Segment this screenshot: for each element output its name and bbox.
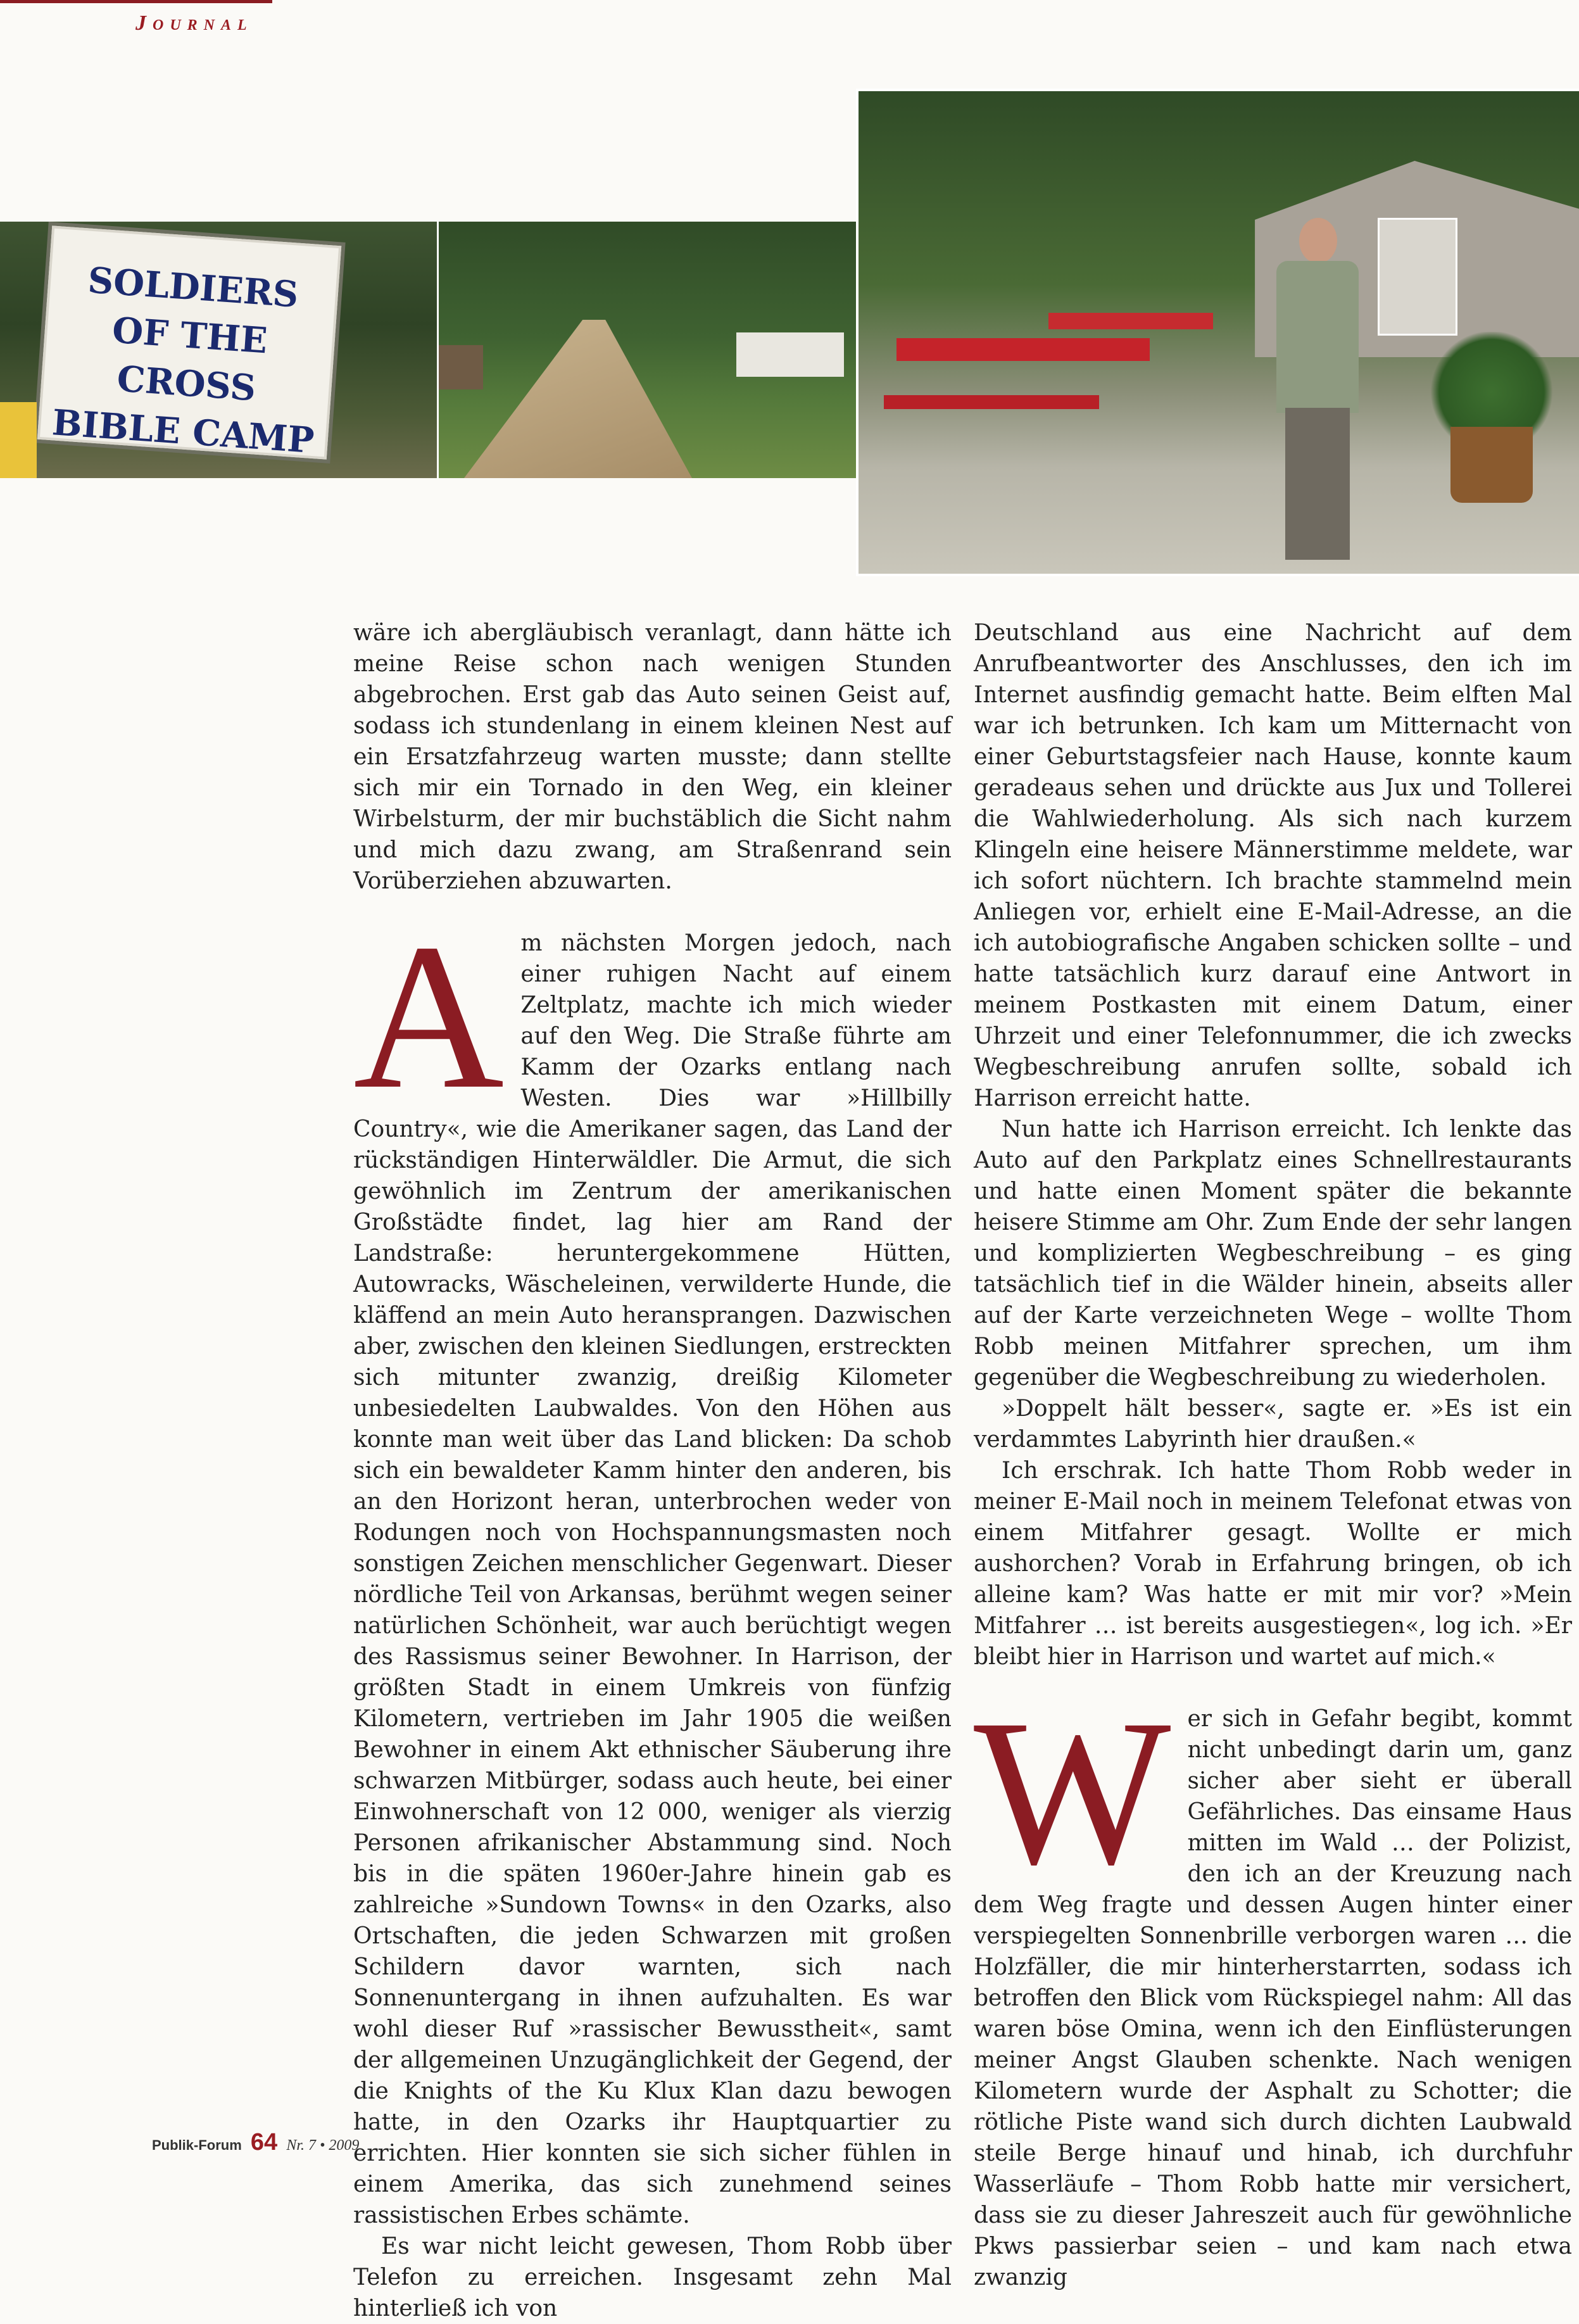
yellow-sign-fragment xyxy=(0,402,37,478)
distant-building xyxy=(736,332,844,377)
camp-sign-text: SOLDIERS OF THE CROSS BIBLE CAMP xyxy=(51,259,316,462)
paragraph: Es war nicht leicht gewesen, Thom Robb über Telefon zu erreichen. Insgesamt zehn Mal hinterließ ich von xyxy=(353,2233,952,2321)
paragraph: »Doppelt hält besser«, sagte er. »Es ist ein verdammtes Labyrinth hier draußen.« xyxy=(974,1396,1572,1453)
photo-dirt-road xyxy=(437,222,890,478)
dropcap-a: A xyxy=(353,901,505,1132)
man-shirt xyxy=(1276,261,1359,413)
paragraph: Ich erschrak. Ich hatte Thom Robb weder in meiner E-Mail noch in meinem Telefonat etwas von einem Mitfahrer gesagt. Wollte er mich aushorchen? Vorab in Erfahrung bringen, ob ich alleine kam? Was hatte er mit mir vor? »Mein Mitfahrer … ist bereits ausgestiegen«, log ich. »Er bleibt hier in Harrison und wartet auf mich.« xyxy=(974,1458,1572,1670)
man-head xyxy=(1299,218,1337,263)
paragraph-with-dropcap xyxy=(353,901,952,2231)
magazine-name: Publik-Forum xyxy=(152,2137,242,2153)
camp-sign xyxy=(37,225,341,462)
picnic-table-front xyxy=(896,338,1150,361)
header-rule xyxy=(0,0,272,3)
text-column-right xyxy=(974,617,1572,2293)
picnic-bench xyxy=(884,395,1099,409)
paragraph-text: m nächsten Morgen jedoch, nach einer ruhigen Nacht auf einem Zeltplatz, machte ich mich wieder auf den Weg. Die Straße führte am Kamm der Ozarks entlang nach Westen. Dies war »Hillbilly Country«, wie die Amerikaner sagen, das Land der rückständigen Hinterwäldler. Die Armut, die sich gewöhnlich im Zentrum der amerikanischen Großstädte findet, lag hier am Rand der Landstraße: heruntergekommene Hütten, Autowracks, Wäscheleinen, verwilderte Hunde, die kläffend an mein Auto heransprangen. Dazwischen aber, zwischen den kleinen Siedlungen, erstreckten sich mitunter zwanzig, dreißig Kilometer unbesiedelten Laubwaldes. Von den Höhen aus konnte man weit über das Land blicken: Da schob sich ein bewaldeter Kamm hinter den anderen, bis an den Horizont heran, unterbrochen weder von Rodungen noch von Hochspannungsmasten noch sonstigen Zeichen menschlicher Gegenwart. Dieser nördliche Teil von Arkansas, berühmt wegen seiner natürlichen Schönheit, war auch berüchtigt wegen des Rassismus seiner Bewohner. In Harrison, der größten Stadt in einem Umkreis von fünfzig Kilometern, vertrieben im Jahr 1905 die weißen Bewohner in einem Akt ethnischer Säuberung ihre schwarzen Mitbürger, sodass auch heute, bei einer Einwohnerschaft von 12 000, weniger als vierzig Personen afrikanischer Abstammung sind. Noch bis in die späten 1960er-Jahre hinein gab es zahlreiche »Sundown Towns« in den Ozarks, also Ortschaften, die jeden Schwarzen mit großen Schildern davor warnten, sich nach Sonnenuntergang in ihnen aufzuhalten. Es war wohl dieser Ruf »rassischer Bewusstheit«, samt der allgemeinen Unzugänglichkeit der Gegend, der die Knights of the Ku Klux Klan dazu bewogen hatte, in den Ozarks ihr Hauptquartier zu errichten. Hier konnten sie sich sicher fühlen in einem Amerika, das sich zunehmend seines rassistischen Erbes schämte. xyxy=(353,930,952,2228)
paragraph-with-dropcap xyxy=(974,1677,1572,2293)
text-column-left xyxy=(353,617,952,2324)
wooden-planter xyxy=(1450,427,1533,503)
paragraph: Nun hatte ich Harrison erreicht. Ich lenkte das Auto auf den Parkplatz eines Schnellrestaurants und hatte einen Moment später die bekannte heisere Stimme am Ohr. Zum Ende der sehr langen und komplizierten Wegbeschreibung – es ging tatsächlich tief in die Wälder hinein, abseits aller auf der Karte verzeichneten Wege – wollte Thom Robb meinen Mitfahrer sprechen, um ihm gegenüber die Wegbeschreibung zu wiederholen. xyxy=(974,1116,1572,1391)
page-number: 64 xyxy=(250,2129,278,2156)
page-footer xyxy=(152,2129,359,2156)
dirt-road xyxy=(464,320,692,478)
paragraph-text: er sich in Gefahr begibt, kommt nicht unbedingt darin um, ganz sicher aber sieht er überall Gefährliches. Das einsame Haus mitten im Wald … der Polizist, den ich an der Kreuzung nach dem Weg fragte und dessen Augen hinter einer verspiegelten Sonnenbrille verborgen waren … die Holzfäller, die mir hinterherstarrten, sodass ich betroffen den Blick vom Rückspiegel nahm: All das waren böse Omina, wenn ich den Einflüsterungen meiner Angst Glauben schenkte. Nach wenigen Kilometern wurde der Asphalt zu Schotter; die rötliche Piste wand sich durch dichten Laubwald steile Berge hinauf und hinab, ich durchfuhr Wasserläufe – Thom Robb hatte mir versichert, dass sie zu dieser Jahreszeit auch für gewöhnliche Pkws passierbar seien – und kam nach etwa zwanzig xyxy=(974,1706,1572,2290)
dropcap-w: W xyxy=(974,1677,1171,1908)
issue-info: Nr. 7 • 2009 xyxy=(286,2137,360,2154)
paragraph: wäre ich abergläubisch veranlagt, dann hätte ich meine Reise schon nach wenigen Stunden abgebrochen. Erst gab das Auto seinen Geist auf, sodass ich stundenlang in einem kleinen Nest auf ein Ersatzfahrzeug warten musste; dann stellte sich mir ein Tornado in den Weg, ein kleiner Wirbelsturm, der mir buchstäblich die Sicht nahm und mich dazu zwang, am Straßenrand sein Vorüberziehen abzuwarten. xyxy=(353,620,952,894)
wooden-shed xyxy=(439,345,483,389)
paragraph: Deutschland aus eine Nachricht auf dem Anrufbeantworter des Anschlusses, den ich im Internet ausfindig gemacht hatte. Beim elften Mal war ich betrunken. Ich kam um Mitternacht von einer Geburtstagsfeier nach Hause, konnte kaum geradeaus sehen und drückte aus Jux und Tollerei die Wahlwiederholung. Als sich nach kurzem Klingeln eine heisere Männerstimme meldete, war ich sofort nüchtern. Ich brachte stammelnd mein Anliegen vor, erhielt eine E-Mail-Adresse, an die ich autobiografische Angaben schicken sollte – und hatte tatsächlich kurz darauf eine Antwort in meinem Postkasten mit einem Datum, einer Uhrzeit und einer Telefonnummer, die ich zwecks Wegbeschreibung anrufen sollte, sobald ich Harrison erreicht hatte. xyxy=(974,620,1572,1111)
house-door xyxy=(1378,218,1457,336)
section-title: Journal xyxy=(135,11,253,35)
photo-man-at-camp xyxy=(856,89,1579,576)
photo-bible-camp-sign xyxy=(0,222,437,478)
standing-man xyxy=(1276,218,1359,572)
camp-house xyxy=(1162,161,1579,357)
picnic-table-back xyxy=(1048,313,1213,329)
man-pants xyxy=(1285,408,1350,560)
